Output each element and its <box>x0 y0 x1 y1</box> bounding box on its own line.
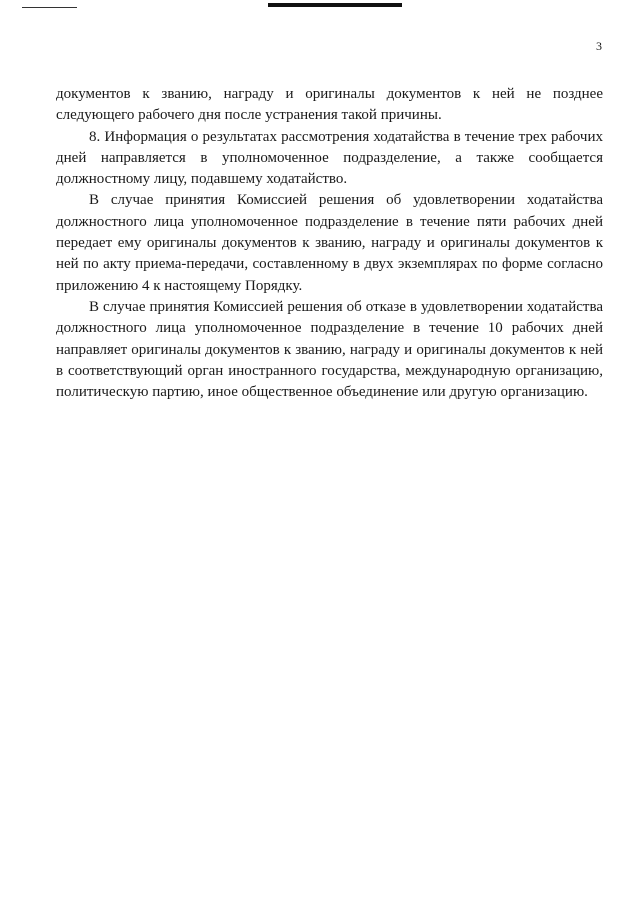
document-body <box>56 84 603 403</box>
scan-artifact-left-line <box>22 7 77 8</box>
paragraph-8-information: 8. Информация о результатах рассмотрения ходатайства в течение трех рабочих дней направляется в уполномоченное подразделение, а также сообщается должностному лицу, подавшему ходатайство. <box>56 128 603 188</box>
paragraph-refusal-case: В случае принятия Комиссией решения об отказе в удовлетворении ходатайства должностного лица уполномоченное подразделение в течение 10 рабочих дней направляет оригиналы документов к званию, награду и оригиналы документов к ней в соответствующий орган иностранного государства, международную организацию, политическую партию, иное общественное объединение или другую организацию. <box>56 298 603 401</box>
scan-artifact-top-bar <box>268 3 402 7</box>
paragraph-approval-case: В случае принятия Комиссией решения об удовлетворении ходатайства должностного лица уполномоченное подразделение в течение пяти рабочих дней передает ему оригиналы документов к званию, награду и оригиналы документов к ней по акту приема-передачи, составленному в двух экземплярах по форме согласно приложению 4 к настоящему Порядку. <box>56 192 603 294</box>
page-number: 3 <box>596 39 602 53</box>
paragraph-continuation: документов к званию, награду и оригиналы документов к ней не позднее следующего рабочего дня после устранения такой причины. <box>56 86 603 124</box>
